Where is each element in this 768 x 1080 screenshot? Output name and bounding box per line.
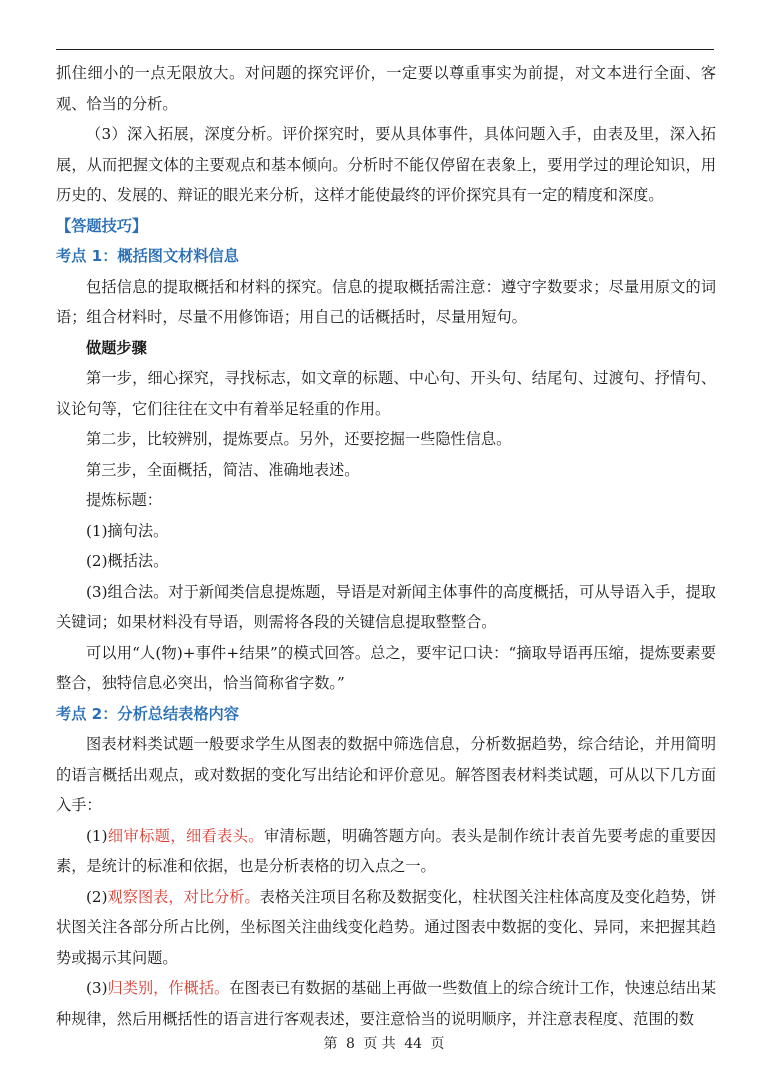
footer-middle: 页 共 [363, 1036, 396, 1052]
footer-prefix: 第 [323, 1036, 338, 1052]
footer-suffix: 页 [430, 1036, 445, 1052]
item-2-text: 表格关注项目名称及数据变化，柱状图关注柱体高度及变化趋势，饼状图关注各部分所占比例，坐标图关注曲线变化趋势。通过图表中数据的变化、异同，来把握其趋势或揭示其问题。 [56, 887, 717, 967]
page-content [56, 58, 716, 1034]
step-1: 第一步，细心探究，寻找标志，如文章的标题、中心句、开头句、结尾句、过渡句、抒情句、议论句等，它们往往在文中有着举足轻重的作用。 [56, 369, 716, 418]
kaodian-2-title: 考点 2：分析总结表格内容 [56, 704, 239, 723]
method-3: (3)组合法。对于新闻类信息提炼题，导语是对新闻主体事件的高度概括，可从导语入手，提取关键词；如果材料没有导语，则需将各段的关键信息提取整整合。 [56, 582, 716, 631]
method-2: (2)概括法。 [86, 552, 169, 570]
refine-title: 提炼标题： [86, 491, 162, 509]
page-footer [0, 1033, 768, 1053]
method-1: (1)摘句法。 [86, 521, 169, 540]
point-3-paragraph: （3）深入拓展，深度分析。评价探究时，要从具体事件，具体问题入手，由表及里，深入拓展，从而把握文体的主要观点和基本倾向。分析时不能仅停留在表象上，要用学过的理论知识，用历史的、发展的、辩证的眼光来分析，这样才能使最终的评价探究具有一定的精度和深度。 [56, 125, 716, 204]
steps-title: 做题步骤 [86, 338, 147, 357]
item-2-num: (2) [86, 887, 108, 906]
kaodian-1-intro: 包括信息的提取概括和材料的探究。信息的提取概括需注意：遵守字数要求；尽量用原文的词语；组合材料时，尽量不用修饰语；用自己的话概括时，尽量用短句。 [56, 277, 716, 326]
footer-current-page: 8 [345, 1036, 355, 1052]
step-3: 第三步，全面概括，简洁、准确地表述。 [86, 460, 360, 479]
table-item-1 [56, 821, 716, 882]
footer-total-pages: 44 [404, 1036, 423, 1052]
table-item-3 [56, 973, 716, 1034]
step-2: 第二步，比较辨别，提炼要点。另外，还要挖掘一些隐性信息。 [86, 430, 512, 448]
item-3-text: 在图表已有数据的基础上再做一些数值上的综合统计工作，快速总结出某种规律，然后用概括性的语言进行客观表述，要注意恰当的说明顺序，并注意表程度、范围的数 [56, 979, 717, 1028]
continuation-paragraph: 抓住细小的一点无限放大。对问题的探究评价，一定要以尊重事实为前提，对文本进行全面、客观、恰当的分析。 [56, 64, 716, 113]
item-3-highlight: 归类别，作概括。 [107, 979, 230, 997]
item-1-text: 审清标题，明确答题方向。表头是制作统计表首先要考虑的重要因素，是统计的标准和依据，也是分析表格的切入点之一。 [56, 826, 717, 875]
section-heading: 【答题技巧】 [56, 216, 148, 235]
header-rule [56, 49, 714, 50]
table-item-2 [56, 882, 716, 974]
kaodian-1-title: 考点 1：概括图文材料信息 [56, 247, 239, 265]
kaodian-1-summary: 可以用“人(物)+事件+结果”的模式回答。总之，要牢记口诀：“摘取导语再压缩，提炼要素要整合，独特信息必突出，恰当简称省字数。” [56, 643, 716, 692]
item-1-num: (1) [86, 826, 108, 845]
item-3-num: (3) [86, 979, 108, 997]
item-2-highlight: 观察图表，对比分析。 [107, 887, 260, 906]
kaodian-2-intro: 图表材料类试题一般要求学生从图表的数据中筛选信息，分析数据趋势，综合结论，并用简明的语言概括出观点，或对数据的变化写出结论和评价意见。解答图表材料类试题，可从以下几方面入手： [56, 735, 716, 814]
item-1-highlight: 细审标题，细看表头。 [107, 826, 264, 845]
